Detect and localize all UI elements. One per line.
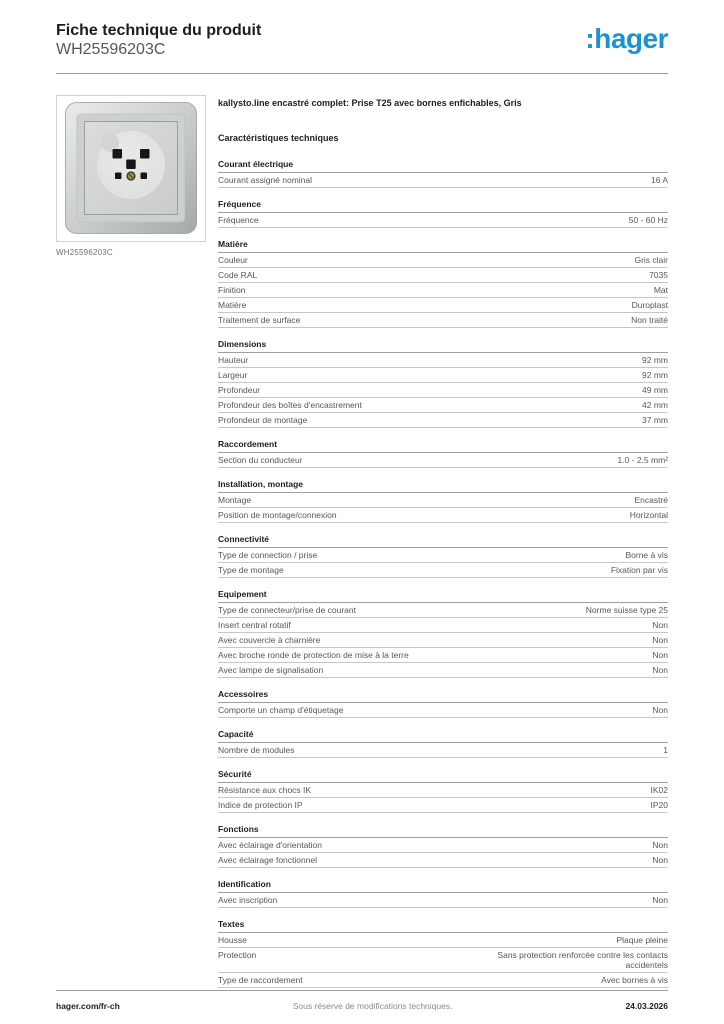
spec-label: Avec couvercle à charnière: [218, 634, 321, 645]
spec-value: 16 A: [650, 174, 668, 185]
spec-row: [218, 453, 668, 468]
spec-section: [218, 918, 668, 988]
doc-footer: [56, 990, 668, 1011]
spec-section-title: Capacité: [218, 728, 668, 743]
spec-label: Comporte un champ d'étiquetage: [218, 704, 344, 715]
spec-row: [218, 298, 668, 313]
spec-row: [218, 383, 668, 398]
spec-value: IP20: [650, 799, 668, 810]
spec-row: [218, 633, 668, 648]
spec-row: [218, 648, 668, 663]
spec-label: Type de montage: [218, 564, 284, 575]
spec-value: Gris clair: [634, 254, 668, 265]
product-image-column: [56, 95, 206, 257]
swiss-socket-icon: [64, 101, 198, 235]
spec-label: Couleur: [218, 254, 248, 265]
spec-value: 1.0 - 2.5 mm²: [617, 454, 668, 465]
spec-value: Mat: [653, 284, 668, 295]
spec-section: [218, 478, 668, 523]
spec-row: [218, 663, 668, 678]
spec-section-title: Sécurité: [218, 768, 668, 783]
spec-section-title: Raccordement: [218, 438, 668, 453]
spec-label: Position de montage/connexion: [218, 509, 337, 520]
doc-header-titles: [56, 22, 261, 60]
spec-row: [218, 368, 668, 383]
spec-row: [218, 173, 668, 188]
spec-value: Fixation par vis: [610, 564, 668, 575]
spec-section: [218, 728, 668, 758]
spec-label: Finition: [218, 284, 246, 295]
spec-label: Type de raccordement: [218, 974, 303, 985]
spec-section: [218, 823, 668, 868]
spec-label: Résistance aux chocs IK: [218, 784, 312, 795]
spec-row: [218, 893, 668, 908]
spec-row: [218, 853, 668, 868]
footer-disclaimer: Sous réserve de modifications techniques.: [292, 1001, 453, 1011]
spec-section: [218, 238, 668, 328]
spec-label: Avec broche ronde de protection de mise à la terre: [218, 649, 409, 660]
spec-row: [218, 283, 668, 298]
spec-value: 7035: [649, 269, 668, 280]
spec-value: Non: [652, 664, 668, 675]
spec-section-title: Equipement: [218, 588, 668, 603]
spec-label: Courant assigné nominal: [218, 174, 313, 185]
spec-label: Avec inscription: [218, 894, 278, 905]
spec-label: Profondeur: [218, 384, 261, 395]
spec-label: Largeur: [218, 369, 248, 380]
spec-label: Housse: [218, 934, 247, 945]
spec-value: Non: [652, 619, 668, 630]
spec-row: [218, 413, 668, 428]
spec-value: Horizontal: [629, 509, 668, 520]
spec-section: [218, 533, 668, 578]
spec-section: [218, 588, 668, 678]
spec-section: [218, 198, 668, 228]
spec-label: Nombre de modules: [218, 744, 295, 755]
spec-row: [218, 398, 668, 413]
spec-section-title: Fonctions: [218, 823, 668, 838]
spec-value: 42 mm: [642, 399, 668, 410]
spec-row: [218, 313, 668, 328]
spec-label: Code RAL: [218, 269, 258, 280]
spec-value: Non: [652, 854, 668, 865]
spec-value: Sans protection renforcée contre les contacts accidentels: [497, 949, 668, 970]
spec-row: [218, 783, 668, 798]
spec-value: Avec bornes à vis: [601, 974, 668, 985]
spec-value: Non: [652, 839, 668, 850]
spec-value: Non: [652, 704, 668, 715]
spec-section: [218, 438, 668, 468]
spec-section-title: Connectivité: [218, 533, 668, 548]
spec-label: Type de connecteur/prise de courant: [218, 604, 356, 615]
product-image: [56, 95, 206, 242]
spec-label: Profondeur des boîtes d'encastrement: [218, 399, 362, 410]
spec-section-title: Dimensions: [218, 338, 668, 353]
spec-sections: [218, 158, 668, 988]
spec-row: [218, 563, 668, 578]
spec-label: Avec éclairage d'orientation: [218, 839, 323, 850]
specs-heading: Caractéristiques techniques: [218, 132, 339, 143]
spec-row: [218, 743, 668, 758]
spec-label: Montage: [218, 494, 252, 505]
spec-value: 49 mm: [642, 384, 668, 395]
spec-value: Non: [652, 649, 668, 660]
spec-row: [218, 948, 668, 973]
spec-section: [218, 688, 668, 718]
spec-row: [218, 933, 668, 948]
spec-column: [218, 95, 668, 998]
spec-section-title: Accessoires: [218, 688, 668, 703]
doc-header: [56, 22, 668, 74]
spec-section-title: Matière: [218, 238, 668, 253]
spec-value: Non traité: [631, 314, 668, 325]
spec-row: [218, 213, 668, 228]
spec-row: [218, 603, 668, 618]
spec-row: [218, 618, 668, 633]
spec-section: [218, 878, 668, 908]
spec-value: Non: [652, 634, 668, 645]
spec-value: Norme suisse type 25: [585, 604, 668, 615]
spec-value: Non: [652, 894, 668, 905]
spec-row: [218, 493, 668, 508]
spec-row: [218, 703, 668, 718]
spec-label: Avec éclairage fonctionnel: [218, 854, 318, 865]
spec-row: [218, 268, 668, 283]
spec-label: Profondeur de montage: [218, 414, 308, 425]
hager-logo: :hager: [585, 23, 668, 54]
spec-section: [218, 158, 668, 188]
product-code: WH25596203C: [56, 41, 166, 59]
spec-value: 92 mm: [642, 369, 668, 380]
spec-label: Indice de protection IP: [218, 799, 303, 810]
spec-row: [218, 798, 668, 813]
spec-section-title: Textes: [218, 918, 668, 933]
spec-section: [218, 768, 668, 813]
spec-label: Traitement de surface: [218, 314, 301, 325]
product-image-caption: WH25596203C: [56, 247, 113, 257]
spec-row: [218, 548, 668, 563]
spec-section-title: Identification: [218, 878, 668, 893]
footer-website: hager.com/fr-ch: [56, 1001, 120, 1011]
spec-label: Hauteur: [218, 354, 249, 365]
spec-row: [218, 253, 668, 268]
spec-label: Insert central rotatif: [218, 619, 291, 630]
spec-row: [218, 508, 668, 523]
spec-label: Section du conducteur: [218, 454, 303, 465]
spec-value: 50 - 60 Hz: [628, 214, 668, 225]
product-title: kallysto.line encastré complet: Prise T25 avec bornes enfichables, Gris: [218, 97, 522, 108]
spec-value: Duroplast: [631, 299, 668, 310]
spec-label: Avec lampe de signalisation: [218, 664, 324, 675]
spec-section-title: Installation, montage: [218, 478, 668, 493]
spec-row: [218, 973, 668, 988]
spec-value: Encastré: [634, 494, 668, 505]
spec-label: Matière: [218, 299, 247, 310]
spec-section-title: Fréquence: [218, 198, 668, 213]
spec-value: Plaque pleine: [616, 934, 668, 945]
footer-date: 24.03.2026: [625, 1001, 668, 1011]
spec-row: [218, 353, 668, 368]
spec-value: 37 mm: [642, 414, 668, 425]
spec-section-title: Courant électrique: [218, 158, 668, 173]
spec-section: [218, 338, 668, 428]
spec-label: Fréquence: [218, 214, 259, 225]
main-content: [56, 95, 668, 998]
spec-value: 1: [663, 744, 668, 755]
spec-value: Borne à vis: [625, 549, 668, 560]
spec-value: 92 mm: [642, 354, 668, 365]
spec-row: [218, 838, 668, 853]
page-title: Fiche technique du produit: [56, 22, 262, 39]
spec-value: IK02: [650, 784, 668, 795]
spec-label: Protection: [218, 949, 257, 960]
spec-label: Type de connection / prise: [218, 549, 318, 560]
